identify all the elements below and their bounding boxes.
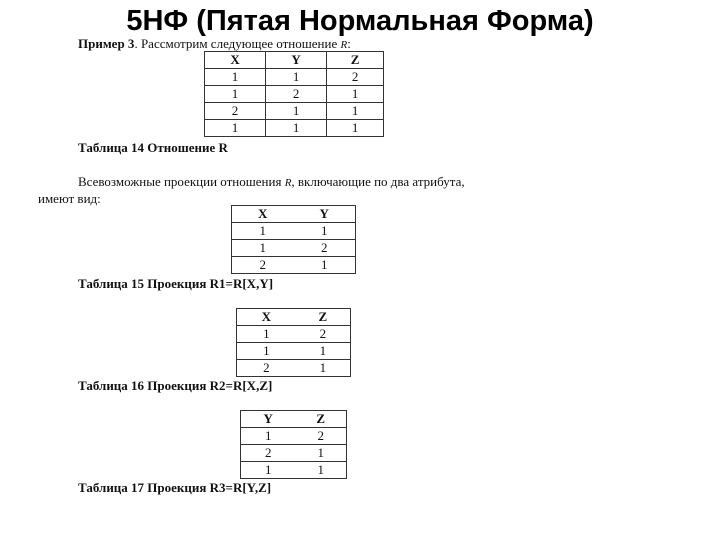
relation-var: R bbox=[340, 39, 348, 51]
table-row bbox=[237, 360, 351, 377]
column-header: Z bbox=[296, 309, 351, 326]
table-row bbox=[232, 223, 356, 240]
projection-r3-table bbox=[240, 410, 347, 479]
table-cell: 1 bbox=[266, 103, 327, 120]
table-cell: 2 bbox=[266, 86, 327, 103]
table-row bbox=[232, 257, 356, 274]
table-cell: 1 bbox=[266, 120, 327, 137]
table-row bbox=[205, 69, 384, 86]
example-intro bbox=[78, 36, 351, 52]
table-cell: 1 bbox=[296, 360, 351, 377]
table-row bbox=[205, 86, 384, 103]
table-cell: 2 bbox=[294, 240, 356, 257]
column-header: Y bbox=[266, 52, 327, 69]
paragraph-text-a: Всевозможные проекции отношения bbox=[78, 174, 282, 189]
table-cell: 1 bbox=[205, 86, 266, 103]
relation-r-table bbox=[204, 51, 384, 137]
projections-paragraph bbox=[78, 174, 548, 190]
table-cell: 2 bbox=[205, 103, 266, 120]
table-cell: 1 bbox=[295, 462, 346, 479]
column-header: Z bbox=[295, 411, 346, 428]
column-header: X bbox=[205, 52, 266, 69]
table-cell: 1 bbox=[266, 69, 327, 86]
paragraph-line2: имеют вид: bbox=[38, 191, 101, 206]
column-header: X bbox=[237, 309, 296, 326]
table-row bbox=[241, 428, 347, 445]
table-header-row bbox=[232, 206, 356, 223]
table-row bbox=[241, 462, 347, 479]
table-cell: 1 bbox=[205, 120, 266, 137]
projection-r1-table bbox=[231, 205, 356, 274]
table-cell: 1 bbox=[232, 240, 294, 257]
table-cell: 1 bbox=[327, 120, 384, 137]
table-cell: 2 bbox=[295, 428, 346, 445]
example-colon: : bbox=[347, 36, 351, 51]
column-header: X bbox=[232, 206, 294, 223]
paragraph-text-b: , включающие по два атрибута, bbox=[291, 174, 465, 189]
table-cell: 2 bbox=[327, 69, 384, 86]
table-row bbox=[237, 326, 351, 343]
table-cell: 2 bbox=[241, 445, 296, 462]
projection-r2-table bbox=[236, 308, 351, 377]
table-cell: 1 bbox=[232, 223, 294, 240]
table-cell: 1 bbox=[237, 343, 296, 360]
slide-title: 5НФ (Пятая Нормальная Форма) bbox=[126, 5, 594, 37]
column-header: Z bbox=[327, 52, 384, 69]
table14-caption: Таблица 14 Отношение R bbox=[78, 140, 228, 155]
table-cell: 2 bbox=[296, 326, 351, 343]
table-row bbox=[205, 120, 384, 137]
table-row bbox=[232, 240, 356, 257]
table-header-row bbox=[205, 52, 384, 69]
table-row bbox=[241, 445, 347, 462]
table-header-row bbox=[241, 411, 347, 428]
table-cell: 1 bbox=[294, 257, 356, 274]
table-cell: 1 bbox=[295, 445, 346, 462]
column-header: Y bbox=[294, 206, 356, 223]
table-cell: 1 bbox=[327, 103, 384, 120]
table-cell: 1 bbox=[296, 343, 351, 360]
table15-caption: Таблица 15 Проекция R1=R[X,Y] bbox=[78, 276, 274, 291]
table17-caption: Таблица 17 Проекция R3=R[Y,Z] bbox=[78, 480, 272, 495]
table-cell: 1 bbox=[237, 326, 296, 343]
table-cell: 1 bbox=[327, 86, 384, 103]
example-text: . Рассмотрим следующее отношение bbox=[134, 36, 338, 51]
table-row bbox=[237, 343, 351, 360]
table-cell: 1 bbox=[241, 462, 296, 479]
column-header: Y bbox=[241, 411, 296, 428]
table-row bbox=[205, 103, 384, 120]
example-label: Пример 3 bbox=[78, 36, 135, 51]
table-header-row bbox=[237, 309, 351, 326]
table-cell: 2 bbox=[232, 257, 294, 274]
paragraph-var: R bbox=[284, 177, 292, 189]
table16-caption: Таблица 16 Проекция R2=R[X,Z] bbox=[78, 378, 273, 393]
table-cell: 2 bbox=[237, 360, 296, 377]
table-cell: 1 bbox=[294, 223, 356, 240]
table-cell: 1 bbox=[241, 428, 296, 445]
table-cell: 1 bbox=[205, 69, 266, 86]
